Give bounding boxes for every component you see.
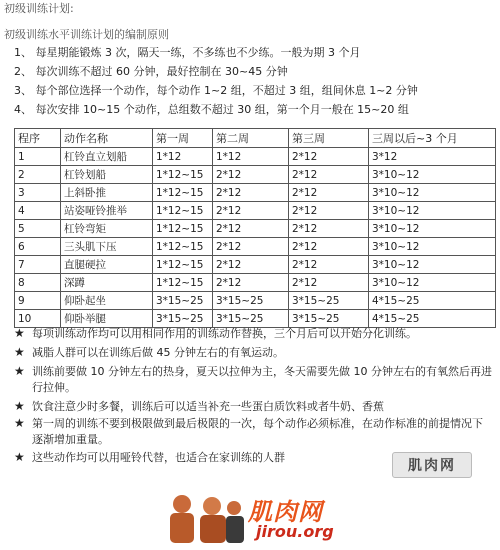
cell-week1: 1*12~15 — [153, 274, 213, 292]
header-step: 程序 — [15, 129, 61, 148]
table-row — [15, 238, 496, 256]
cell-week3: 2*12 — [289, 220, 369, 238]
cell-after-week3: 3*10~12 — [369, 184, 496, 202]
cell-exercise: 三头肌下压 — [61, 238, 153, 256]
table-body — [15, 148, 496, 328]
cell-step: 5 — [15, 220, 61, 238]
cell-week2: 2*12 — [213, 238, 289, 256]
cell-week1: 1*12~15 — [153, 184, 213, 202]
cell-exercise: 上斜卧推 — [61, 184, 153, 202]
logo-main-text: 肌肉网 — [248, 497, 323, 526]
cell-exercise: 深蹲 — [61, 274, 153, 292]
cell-after-week3: 3*10~12 — [369, 256, 496, 274]
star-icon: ★ — [14, 364, 25, 378]
cell-exercise: 仰卧起坐 — [61, 292, 153, 310]
cell-exercise: 杠铃划船 — [61, 166, 153, 184]
cell-exercise: 杠铃直立划船 — [61, 148, 153, 166]
cell-week3: 3*15~25 — [289, 310, 369, 328]
cell-week1: 1*12~15 — [153, 238, 213, 256]
note-text: 每项训练动作均可以用相同作用的训练动作替换，三个月后可以开始分化训练。 — [32, 327, 417, 340]
plan-subtitle: 初级训练水平训练计划的编制原则 — [4, 28, 169, 41]
note-item — [14, 363, 492, 396]
table-header-row — [15, 129, 496, 148]
cell-step: 8 — [15, 274, 61, 292]
header-week2: 第二周 — [213, 129, 289, 148]
cell-week1: 1*12 — [153, 148, 213, 166]
cell-week2: 3*15~25 — [213, 310, 289, 328]
cell-week2: 2*12 — [213, 256, 289, 274]
principle-item: 4、 每次安排 10~15 个动作，总组数不超过 30 组，第一个月一般在 15~20 组 — [14, 103, 409, 116]
cell-step: 3 — [15, 184, 61, 202]
cell-step: 7 — [15, 256, 61, 274]
table-row — [15, 220, 496, 238]
table-row — [15, 256, 496, 274]
table-row — [15, 292, 496, 310]
cell-after-week3: 3*10~12 — [369, 166, 496, 184]
cell-after-week3: 3*12 — [369, 148, 496, 166]
note-item — [14, 344, 492, 361]
cell-after-week3: 3*10~12 — [369, 238, 496, 256]
cell-week1: 3*15~25 — [153, 292, 213, 310]
cell-step: 1 — [15, 148, 61, 166]
cell-week3: 2*12 — [289, 148, 369, 166]
cell-week2: 2*12 — [213, 274, 289, 292]
cell-week3: 3*15~25 — [289, 292, 369, 310]
header-after-week3: 三周以后~3 个月 — [369, 129, 496, 148]
cell-exercise: 杠铃弯矩 — [61, 220, 153, 238]
cell-week3: 2*12 — [289, 184, 369, 202]
cell-week1: 1*12~15 — [153, 220, 213, 238]
cell-exercise: 站姿哑铃推举 — [61, 202, 153, 220]
star-icon: ★ — [14, 416, 25, 430]
cell-week1: 3*15~25 — [153, 310, 213, 328]
cell-after-week3: 3*10~12 — [369, 220, 496, 238]
principle-item: 2、 每次训练不超过 60 分钟，最好控制在 30~45 分钟 — [14, 65, 288, 78]
header-exercise: 动作名称 — [61, 129, 153, 148]
principle-item: 3、 每个部位选择一个动作，每个动作 1~2 组，不超过 3 组，组间休息 1~2 分钟 — [14, 84, 418, 97]
note-text: 训练前要做 10 分钟左右的热身，夏天以拉伸为主，冬天需要先做 10 分钟左右的有氧然后再进行拉伸。 — [32, 365, 492, 394]
cell-week3: 2*12 — [289, 166, 369, 184]
star-icon: ★ — [14, 450, 25, 464]
cell-step: 2 — [15, 166, 61, 184]
table-row — [15, 148, 496, 166]
note-text: 减脂人群可以在训练后做 45 分钟左右的有氧运动。 — [32, 346, 284, 359]
cell-step: 4 — [15, 202, 61, 220]
site-logo — [160, 492, 360, 546]
header-week3: 第三周 — [289, 129, 369, 148]
table-row — [15, 184, 496, 202]
cell-week3: 2*12 — [289, 238, 369, 256]
watermark-stamp: 肌肉网 — [392, 452, 472, 478]
cell-week1: 1*12~15 — [153, 202, 213, 220]
cell-after-week3: 4*15~25 — [369, 310, 496, 328]
logo-sub-text: jirou.org — [256, 522, 334, 541]
star-icon: ★ — [14, 399, 25, 413]
cell-exercise: 仰卧举腿 — [61, 310, 153, 328]
cell-step: 9 — [15, 292, 61, 310]
cell-exercise: 直腿硬拉 — [61, 256, 153, 274]
note-item — [14, 398, 492, 415]
cell-step: 6 — [15, 238, 61, 256]
training-plan-table — [14, 128, 496, 328]
cell-after-week3: 3*10~12 — [369, 202, 496, 220]
cell-week3: 2*12 — [289, 256, 369, 274]
cell-week1: 1*12~15 — [153, 166, 213, 184]
note-item — [14, 325, 492, 342]
cell-week3: 2*12 — [289, 202, 369, 220]
cell-week2: 2*12 — [213, 166, 289, 184]
cell-week2: 3*15~25 — [213, 292, 289, 310]
cell-week2: 2*12 — [213, 202, 289, 220]
muscle-figures-icon — [160, 492, 246, 546]
table-row — [15, 166, 496, 184]
principle-item: 1、 每星期能锻炼 3 次，隔天一练，不多练也不少练。一般为期 3 个月 — [14, 46, 361, 59]
cell-week2: 1*12 — [213, 148, 289, 166]
note-text: 饮食注意少时多餐，训练后可以适当补充一些蛋白质饮料或者牛奶、香蕉 — [32, 400, 384, 413]
note-text: 第一周的训练不要到极限做到最后极限的一次，每个动作必须标准，在动作标准的前提情况下逐渐增加重量。 — [32, 417, 483, 446]
cell-week1: 1*12~15 — [153, 256, 213, 274]
cell-week3: 2*12 — [289, 274, 369, 292]
cell-after-week3: 4*15~25 — [369, 292, 496, 310]
header-week1: 第一周 — [153, 129, 213, 148]
note-item — [14, 415, 492, 448]
note-text: 这些动作均可以用哑铃代替，也适合在家训练的人群 — [32, 451, 285, 464]
cell-week2: 2*12 — [213, 184, 289, 202]
cell-step: 10 — [15, 310, 61, 328]
table-row — [15, 274, 496, 292]
plan-title: 初级训练计划: — [4, 2, 74, 15]
star-icon: ★ — [14, 326, 25, 340]
cell-week2: 2*12 — [213, 220, 289, 238]
table-row — [15, 202, 496, 220]
star-icon: ★ — [14, 345, 25, 359]
cell-after-week3: 3*10~12 — [369, 274, 496, 292]
